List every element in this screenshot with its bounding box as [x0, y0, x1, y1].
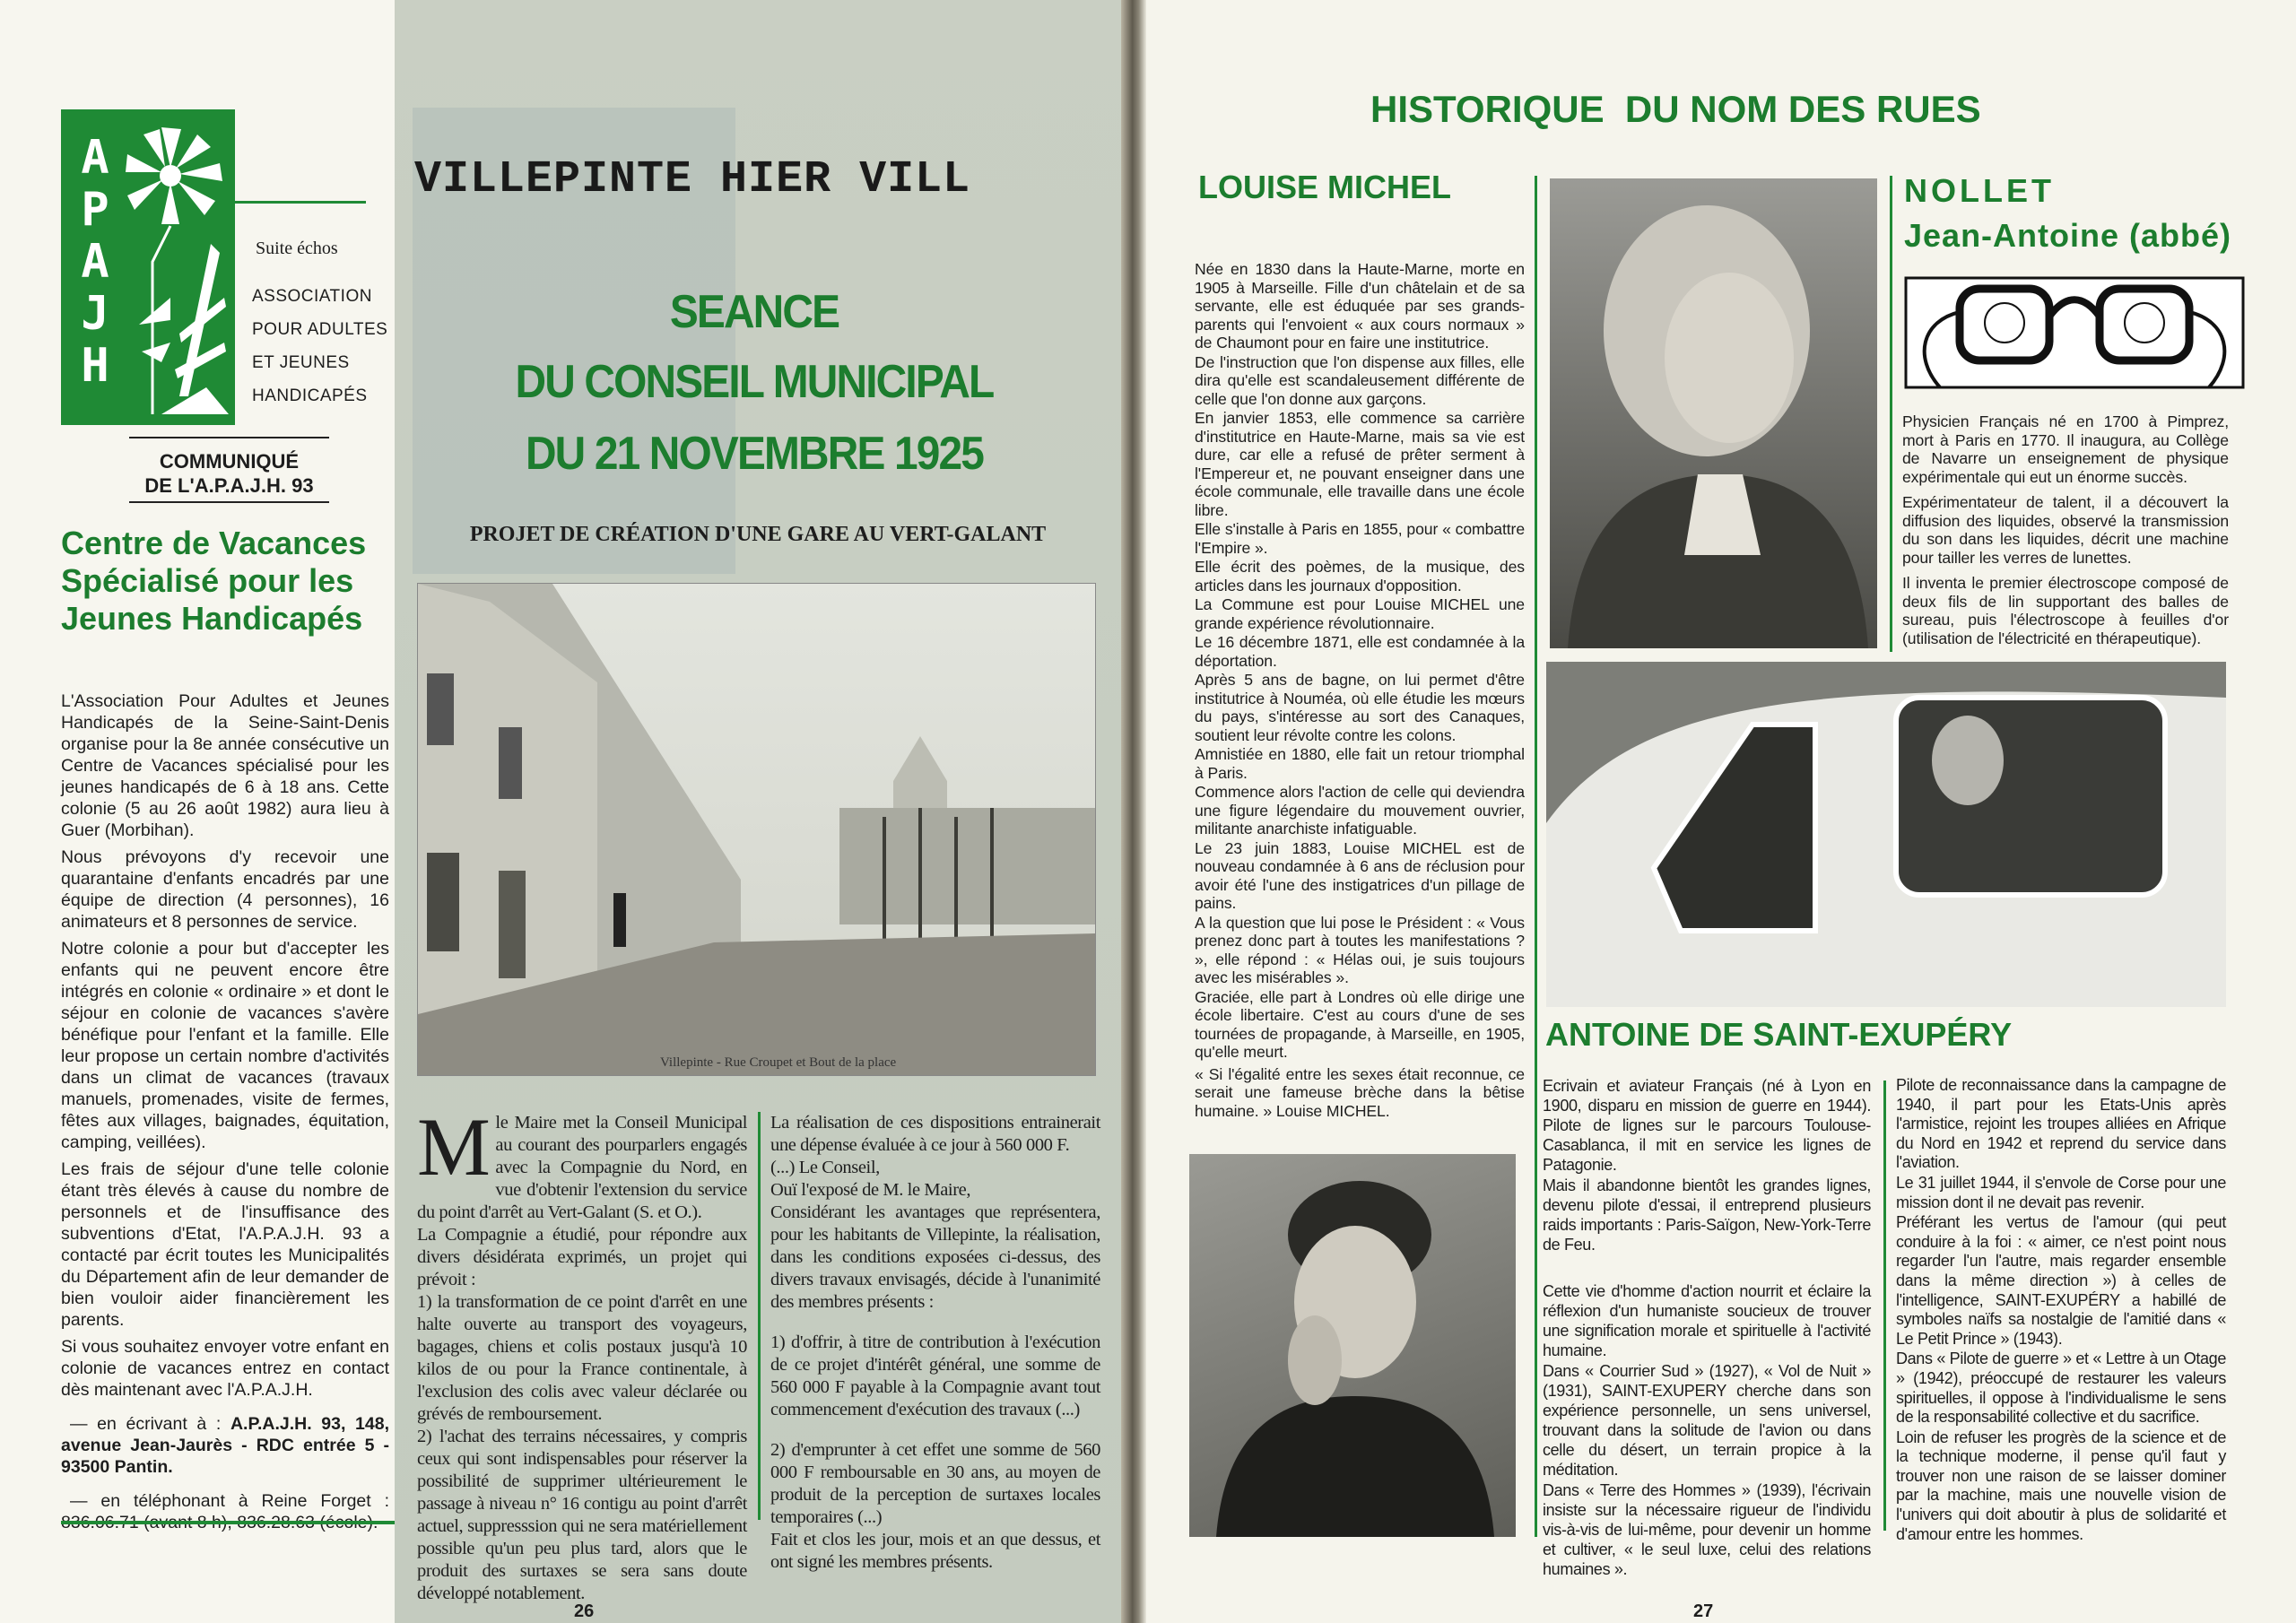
section-title-saint-exupery: ANTOINE DE SAINT-EXUPÉRY	[1545, 1016, 2013, 1053]
street-scene-image	[418, 584, 1096, 1076]
paragraph: 1) la transformation de ce point d'arrêt en une halte ouverte au transport des voyageurs, bagages, chiens et colis postaux jusqu'à 10 kilos de ou pour la France continentale, à l'exclusion des colis avec valeur déclarée ou grévés de remboursement.	[417, 1292, 747, 1424]
paragraph: 1) d'offrir, à titre de contribution à l'exécution de ce projet d'intérêt général, une somme de 560 000 F payable à la Compagnie avant tout commencement d'exécution des travaux (...)	[770, 1332, 1100, 1419]
logo-letter: H	[81, 339, 109, 393]
flower-icon	[126, 127, 229, 414]
address: A.P.A.J.H. 93, 148, avenue Jean-Jaurès - RDC entrée 5 - 93500 Pantin.	[61, 1414, 389, 1477]
paragraph: Ecrivain et aviateur Français (né à Lyon en 1900, disparu en mission de guerre en 1944). Pilote de lignes sur le parcours Toulouse-Casablanca, il mit en service les lignes de Patagonie.	[1543, 1077, 1871, 1174]
paragraph: le Maire met la Conseil Municipal au courant des pourparlers engagés avec la Compagnie du Nord, en vue d'obtenir l'extension du service du point d'arrêt au Vert-Galant (S. et O.).	[417, 1113, 747, 1222]
paragraph: Après 5 ans de bagne, on lui permet d'être institutrice à Nouméa, où elle étudie les mœurs du pays, s'intéresse au sort des Canaques, soutient leur révolte contre les colons.	[1195, 671, 1525, 744]
paragraph: Nous prévoyons d'y recevoir une quarantaine d'enfants encadrés par une équipe de direction (4 personnes), 16 animateurs et 8 personnes de service.	[61, 847, 389, 932]
logo-letter: P	[81, 183, 109, 237]
communique-heading	[129, 437, 329, 503]
column-divider	[758, 1112, 761, 1520]
glasses-cartoon	[1904, 276, 2245, 391]
title-line: Jeunes Handicapés	[61, 600, 363, 637]
article-title	[61, 525, 395, 638]
text-column-1	[417, 1101, 747, 1605]
paragraph: Dans « Pilote de guerre » et « Lettre à un Otage » (1942), préoccupé de restaurer les valeurs spirituelles, il oppose à l'individualisme le sens de la responsabilité collective et du sacrifice.	[1896, 1350, 2226, 1427]
right-page	[1146, 0, 2296, 1623]
paragraph: Le 31 juillet 1944, il s'envole de Corse pour une mission dont il ne devait pas revenir.	[1896, 1173, 2226, 1211]
communique-line: DE L'A.P.A.J.H. 93	[144, 474, 314, 497]
middle-page	[395, 0, 1121, 1623]
nollet-text	[1902, 412, 2229, 648]
paragraph: Mais il abandonne bientôt les grandes lignes, devenu pilote d'essai, il entreprend plusieurs raids importants : Paris-Saïgon, New-York-Terre de Feu.	[1543, 1176, 1871, 1254]
section-title-nollet: NOLLET	[1904, 172, 2055, 209]
airplane-cockpit-image	[1546, 662, 2226, 1007]
louise-michel-text	[1195, 260, 1525, 1121]
paragraph: Cette vie d'homme d'action nourrit et éclaire la réflexion d'un humaniste soucieux de trouver une signification morale et spirituelle à l'activité humaine.	[1543, 1282, 1871, 1359]
association-line: ASSOCIATION	[252, 287, 372, 306]
paragraph: Pilote de reconnaissance dans la campagne de 1940, il part pour les Etats-Unis après l'armistice, rejoint les troupes alliées en Afrique du Nord en 1942 et reprend du service dans l'aviation.	[1896, 1076, 2226, 1172]
article-body	[61, 690, 389, 1539]
column-divider	[1890, 176, 1892, 652]
series-banner: VILLEPINTE HIER VILL	[414, 154, 971, 205]
saint-exupery-text-column-1	[1543, 1076, 1871, 1580]
page-header: HISTORIQUE DU NOM DES RUES	[1370, 88, 1981, 130]
paragraph: Elle s'installe à Paris en 1855, pour « combattre l'Empire ».	[1195, 520, 1525, 557]
contact-address	[61, 1413, 389, 1478]
title-line: Centre de Vacances	[61, 525, 367, 561]
saint-exupery-text-column-2	[1896, 1076, 2226, 1545]
paragraph: Le 23 juin 1883, Louise MICHEL est de nouveau condamnée à 6 ans de réclusion pour avoir été l'une des instigatrices d'un pillage de pains.	[1195, 838, 1525, 912]
logo-letter: A	[81, 131, 109, 185]
paragraph: (...) Le Conseil,	[770, 1158, 880, 1177]
divider-line	[61, 1521, 395, 1524]
divider-line	[235, 201, 366, 204]
logo-letter: A	[81, 235, 109, 289]
paragraph: Il inventa le premier électroscope composé de deux fils de lin supportant des balles de sureau, puis l'électroscope à feuilles d'or (utilisation de l'électricité en thérapeutique).	[1902, 574, 2229, 647]
association-line: POUR ADULTES	[252, 320, 388, 339]
paragraph: Amnistiée en 1880, elle fait un retour triomphal à Paris.	[1195, 745, 1525, 782]
article-title-line: DU 21 NOVEMBRE 1925	[525, 428, 984, 480]
paragraph: L'Association Pour Adultes et Jeunes Handicapés de la Seine-Saint-Denis organise pour la 8e année consécutive un Centre de Vacances spécialisé pour les jeunes handicapés de 6 à 18 ans. Cette colonie (5 au 26 août 1982) aura lieu à Guer (Morbihan).	[61, 691, 389, 840]
paragraph: La Commune est pour Louise MICHEL une grande expérience révolutionnaire.	[1195, 595, 1525, 632]
paragraph: Physicien Français né en 1700 à Pimprez, mort à Paris en 1770. Il inaugura, au Collège de Navarre un enseignement de physique expérimentale qui eut un énorme succès.	[1902, 412, 2229, 486]
paragraph: Notre colonie a pour but d'accepter les enfants qui ne peuvent encore être intégrés en colonie « ordinaire » et dont le séjour en colonie de vacances s'avère bénéfique pour l'enfant et la famille. Elle leur propose un certain nombre d'activités dans un climat de vacances (travaux manuels, promenades, visite de fermes, fêtes aux villages, baignades, équitation, camping, veillées).	[61, 939, 389, 1152]
page-gutter	[1121, 0, 1146, 1623]
paragraph: Préférant les vertus de l'amour (qui peut conduire à la foi : « aimer, ce n'est point nous regarder l'un l'autre, mais regarder ensemble dans la même direction ») à celles de l'intelligence, SAINT-EXUPÉRY a habillé de symboles naïfs sa nostalgie de l'amitié dans « Le Petit Prince » (1943).	[1896, 1213, 2226, 1348]
paragraph: Loin de refuser les progrès de la science et de la technique moderne, il pense qu'il faut y trouver non une raison de se laisser dominer par la machine, mais une nouvelle vision de l'univers qui doit aboutir à plus de solidarité et d'amour entre les hommes.	[1896, 1428, 2226, 1543]
drop-cap: M	[417, 1101, 491, 1193]
portrait-image	[1189, 1154, 1516, 1537]
section-label: Suite échos	[256, 239, 338, 258]
paragraph: Si vous souhaitez envoyer votre enfant en colonie de vacances entrez en contact dès maintenant avec l'A.P.A.J.H.	[61, 1337, 389, 1400]
paragraph: Dans « Terre des Hommes » (1939), l'écrivain insiste sur la nécessaire rigueur de l'individu vis-à-vis de lui-même, pour devenir un homme et cultiver, « le seul luxe, celui des relations humaines ».	[1543, 1481, 1871, 1578]
paragraph: Les frais de séjour d'une telle colonie étant très élevés à cause du nombre de personnels et de l'insuffisance des subventions d'Etat, l'A.P.A.J.H. 93 a contacté par écrit toutes les Municipalités du Département afin de leur demander de bien vouloir aider financièrement les parents.	[61, 1159, 389, 1330]
paragraph: En janvier 1853, elle commence sa carrière d'institutrice en Haute-Marne, mais sa vie est dure, car elle a refusé de prêter serment à l'Empereur et, ne pouvant enseigner dans une école communale, elle travaille dans une école libre.	[1195, 409, 1525, 519]
section-subtitle-nollet: Jean-Antoine (abbé)	[1904, 217, 2232, 254]
article-title-line: DU CONSEIL MUNICIPAL	[515, 356, 994, 408]
paragraph: Fait et clos les jour, mois et an que dessus, et ont signé les membres présents.	[770, 1530, 1100, 1572]
paragraph: La réalisation de ces dispositions entrainerait une dépense évaluée à ce jour à 560 000 F.	[770, 1113, 1100, 1155]
paragraph: Commence alors l'action de celle qui deviendra une figure légendaire du mouvement ouvrier, militante anarchiste infatiguable.	[1195, 783, 1525, 838]
paragraph: A la question que lui pose le Président : « Vous prenez donc part à toutes les manifestations ? », elle répond : « Hélas oui, je suis toujours avec les misérables ».	[1195, 913, 1525, 986]
paragraph: Considérant les avantages que représentera, pour les habitants de Villepinte, la réalisation, dans les conditions exposées ci-dessus, des divers travaux envisagés, décide à l'unanimité des membres présents :	[770, 1202, 1100, 1312]
title-line: Spécialisé pour les	[61, 562, 354, 599]
apajh-logo	[61, 109, 235, 425]
page-number: 27	[1693, 1601, 1714, 1621]
street-photo	[417, 583, 1096, 1076]
paragraph: Née en 1830 dans la Haute-Marne, morte en 1905 à Marseille. Fille d'un châtelain et de sa servante, elle est éduquée par ses grands-parents qui l'envoient « aux cours normaux » de Chaumont pour en faire une institutrice.	[1195, 260, 1525, 352]
paragraph: La Compagnie a étudié, pour répondre aux divers désidérata exprimés, un projet qui prévoit :	[417, 1225, 747, 1289]
paragraph: Ouï l'exposé de M. le Maire,	[770, 1180, 971, 1200]
left-page-column	[0, 0, 395, 1623]
paragraph: 2) l'achat des terrains nécessaires, y compris ceux qui sont indispensables pour réserver la possibilité de supprimer ultérieurement le passage à niveau n° 16 contigu au point d'arrêt actuel, suppresssion qui ne sera matériellement possible qu'un peu plus tard, alors que le produit des surtaxes se sera sans doute développé notablement.	[417, 1427, 747, 1603]
logo-letters	[77, 131, 113, 393]
logo-letter: J	[81, 287, 109, 341]
paragraph: De l'instruction que l'on dispense aux filles, elle dira qu'elle est scandaleusement différente de celle que l'on donne aux garçons.	[1195, 352, 1525, 408]
louise-michel-portrait	[1189, 1154, 1516, 1537]
nollet-portrait	[1550, 178, 1877, 648]
page-number: 26	[574, 1601, 595, 1621]
paragraph: 2) d'emprunter à cet effet une somme de 560 000 F remboursable en 30 ans, au moyen de produit de la perception de surtaxes locales temporaires (...)	[770, 1440, 1100, 1527]
paragraph: Le 16 décembre 1871, elle est condamnée à la déportation.	[1195, 633, 1525, 670]
paragraph: Expérimentateur de talent, il a découvert la diffusion des liquides, observé la transmission du son dans les liquides, décrit une machine pour tailler les verres de lunettes.	[1902, 493, 2229, 567]
photo-caption: Villepinte - Rue Croupet et Bout de la place	[660, 1055, 897, 1070]
paragraph: Graciée, elle part à Londres où elle dirige une école libertaire. C'est au cours d'une de ses tournées de propagande, à Marseille, en 1905, qu'elle meurt.	[1195, 987, 1525, 1061]
association-name	[252, 280, 387, 412]
column-divider	[1535, 176, 1537, 1537]
article-subtitle: PROJET DE CRÉATION D'UNE GARE AU VERT-GALANT	[469, 523, 1047, 546]
association-line: ET JEUNES	[252, 353, 350, 372]
text-column-2	[770, 1112, 1100, 1574]
section-title-louise-michel: LOUISE MICHEL	[1198, 169, 1452, 205]
paragraph: Elle écrit des poèmes, de la musique, des articles dans les journaux d'opposition.	[1195, 558, 1525, 595]
engraving-image	[1550, 178, 1877, 648]
article-title-line: SEANCE	[669, 286, 839, 338]
communique-line: COMMUNIQUÉ	[159, 450, 300, 473]
association-line: HANDICAPÉS	[252, 386, 368, 405]
contact-phone: — en téléphonant à Reine Forget :	[70, 1491, 389, 1511]
paragraph: « Si l'égalité entre les sexes était reconnue, ce serait une fameuse brèche dans la bêtise humaine. » Louise MICHEL.	[1195, 1064, 1525, 1120]
column-divider	[1883, 1081, 1886, 1531]
airplane-photo	[1546, 662, 2226, 1007]
paragraph: Dans « Courrier Sud » (1927), « Vol de Nuit » (1931), SAINT-EXUPERY cherche dans son expérience personnelle, un sens universel, trouvant dans la solitude de l'avion ou dans celle du désert, un terrain propice à la méditation.	[1543, 1362, 1871, 1479]
contact-prefix: — en écrivant à :	[70, 1414, 230, 1434]
